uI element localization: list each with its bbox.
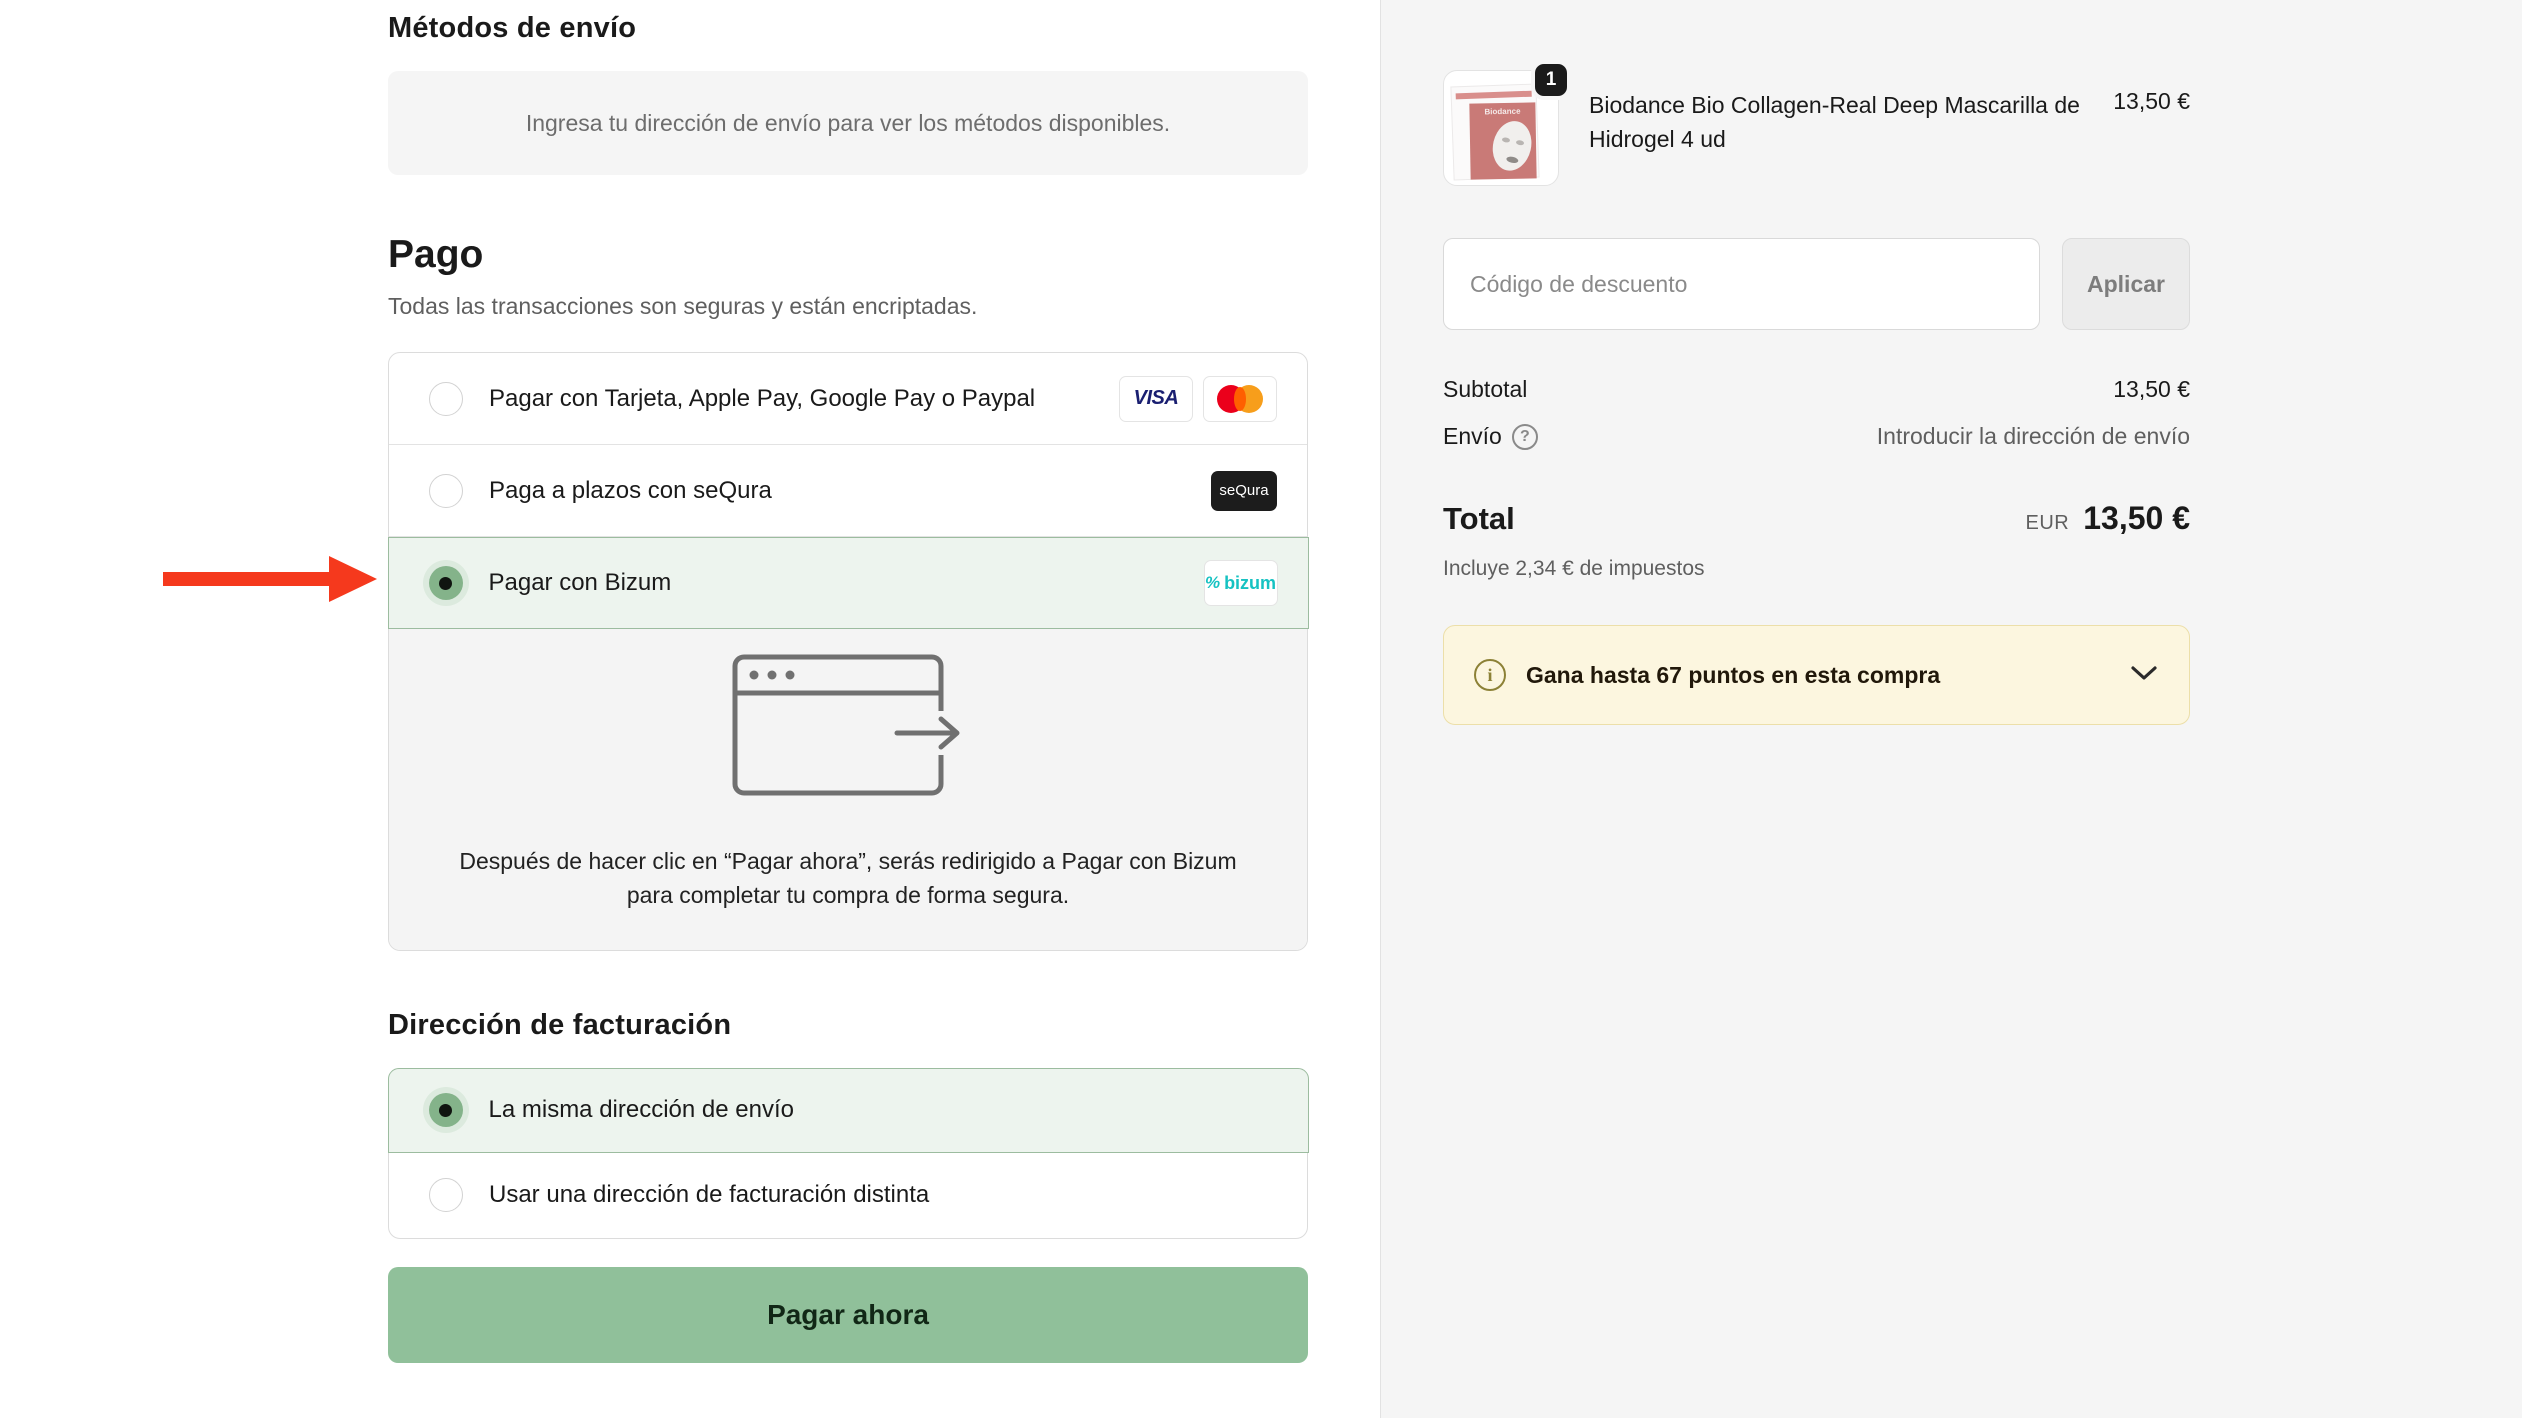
checkout-main-column xyxy=(388,0,1308,1363)
payment-option-bizum[interactable] xyxy=(388,537,1309,629)
currency-code: EUR xyxy=(2025,512,2070,534)
bizum-redirect-note: Después de hacer clic en “Pagar ahora”, serás redirigido a Pagar con Bizum para completar tu compra de forma segura. xyxy=(459,848,1237,908)
billing-option-same-address-label: La misma dirección de envío xyxy=(488,1096,794,1123)
shipping-methods-empty-notice xyxy=(388,71,1308,175)
order-summary-content xyxy=(1443,0,2190,725)
shipping-label: Envío xyxy=(1443,423,1502,449)
billing-address-group xyxy=(388,1068,1308,1239)
browser-redirect-icon xyxy=(731,653,966,818)
shipping-row xyxy=(1443,423,2190,450)
payment-section-title: Pago xyxy=(388,233,484,276)
cart-line-item xyxy=(1443,70,2190,186)
quantity-badge: 1 xyxy=(1531,60,1571,100)
loyalty-points-banner[interactable] xyxy=(1443,625,2190,725)
shipping-help-icon[interactable]: ? xyxy=(1512,424,1538,450)
bizum-redirect-panel xyxy=(389,629,1307,950)
subtotal-label: Subtotal xyxy=(1443,376,1528,402)
payment-option-bizum-label: Pagar con Bizum xyxy=(488,569,672,596)
payment-methods-group xyxy=(388,352,1308,951)
payment-option-sequra[interactable] xyxy=(389,445,1307,537)
radio-selected-icon[interactable] xyxy=(429,566,463,600)
discount-code-input[interactable] xyxy=(1443,238,2040,330)
subtotal-row xyxy=(1443,376,2190,403)
radio-unselected-icon[interactable] xyxy=(429,474,463,508)
payment-option-card[interactable] xyxy=(389,353,1307,445)
apply-discount-button[interactable]: Aplicar xyxy=(2062,238,2190,330)
payment-security-note: Todas las transacciones son seguras y están encriptadas. xyxy=(388,293,978,319)
payment-option-sequra-label: Paga a plazos con seQura xyxy=(489,476,772,504)
product-price: 13,50 € xyxy=(2113,88,2190,114)
visa-icon: VISA xyxy=(1119,376,1193,422)
pay-now-button[interactable]: Pagar ahora xyxy=(388,1267,1308,1363)
cost-summary xyxy=(1443,376,2190,581)
mastercard-icon xyxy=(1203,376,1277,422)
total-row xyxy=(1443,500,2190,537)
sequra-icon: seQura xyxy=(1211,471,1277,511)
payment-option-card-label: Pagar con Tarjeta, Apple Pay, Google Pay o Paypal xyxy=(489,384,1036,412)
shipping-value: Introducir la dirección de envío xyxy=(1876,423,2190,449)
info-icon: i xyxy=(1474,659,1506,691)
radio-unselected-icon[interactable] xyxy=(429,382,463,416)
bizum-icon: % bizum xyxy=(1204,560,1278,606)
billing-option-different-address-label: Usar una dirección de facturación distinta xyxy=(489,1181,930,1208)
product-image: Biodance xyxy=(1443,70,1559,186)
discount-code-row xyxy=(1443,238,2190,330)
radio-unselected-icon[interactable] xyxy=(429,1178,463,1212)
total-value: 13,50 € xyxy=(2083,500,2190,536)
billing-option-same-address[interactable] xyxy=(388,1068,1309,1153)
billing-address-title: Dirección de facturación xyxy=(388,1009,732,1041)
subtotal-value: 13,50 € xyxy=(2113,376,2190,402)
tax-note: Incluye 2,34 € de impuestos xyxy=(1443,557,1705,580)
product-title: Biodance Bio Collagen-Real Deep Mascarilla de Hidrogel 4 ud xyxy=(1589,92,2080,152)
shipping-methods-empty-text: Ingresa tu dirección de envío para ver los métodos disponibles. xyxy=(525,109,1171,136)
loyalty-points-text: Gana hasta 67 puntos en esta compra xyxy=(1526,661,1941,688)
red-arrow-annotation xyxy=(163,556,377,602)
total-label: Total xyxy=(1443,501,1515,536)
billing-option-different-address[interactable] xyxy=(389,1153,1307,1238)
shipping-methods-title: Métodos de envío xyxy=(388,12,637,44)
chevron-down-icon[interactable] xyxy=(2129,664,2159,687)
radio-selected-icon[interactable] xyxy=(429,1093,463,1127)
